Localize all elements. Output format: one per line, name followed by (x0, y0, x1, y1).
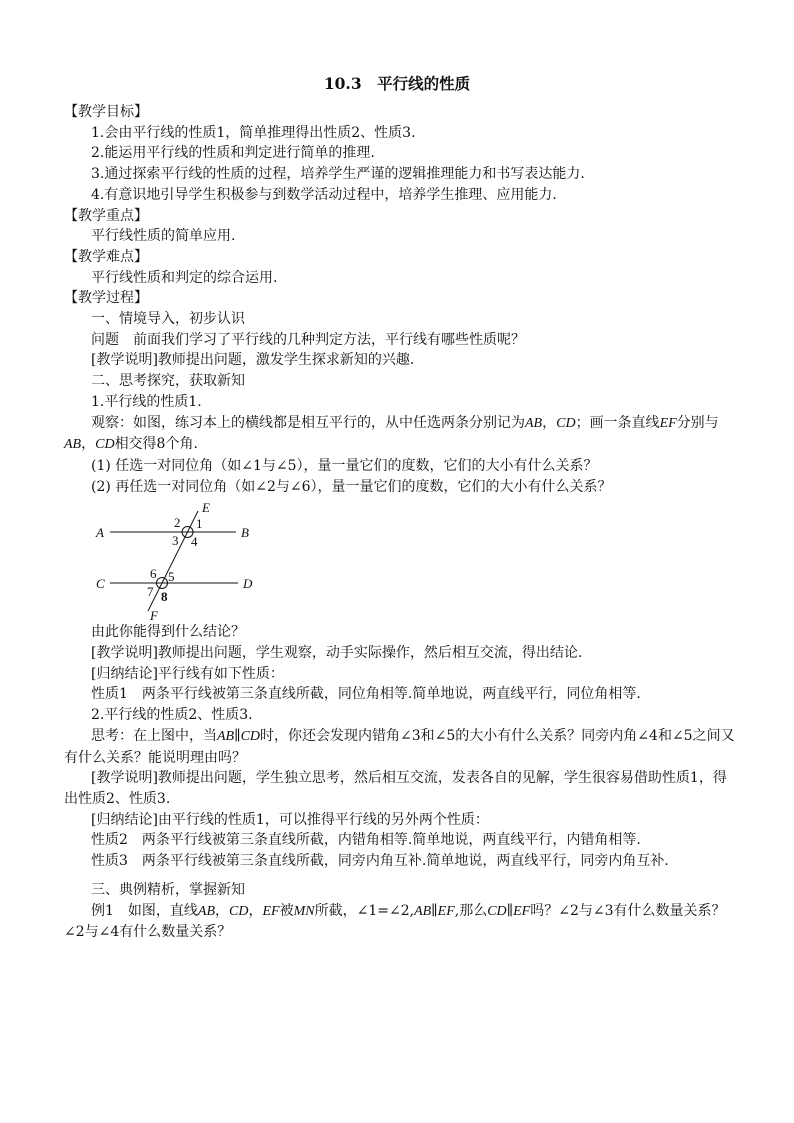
text-run: ， (248, 902, 263, 919)
property: 性质2 两条平行线被第三条直线所截，内错角相等.简单地说，两直线平行，内错角相等. (91, 832, 641, 849)
angle-label: 2 (174, 515, 181, 531)
text-run: ∥ (506, 902, 514, 919)
section-heading: 【教学过程】 (64, 290, 148, 307)
text-run: ,那么 (454, 902, 488, 919)
text-run: ， (215, 902, 230, 919)
text-run: ， (542, 414, 557, 431)
subsection-heading: 2.平行线的性质2、性质3. (91, 707, 253, 724)
math-var: CD (487, 903, 507, 919)
summary: [归纳结论]平行线有如下性质： (91, 665, 284, 682)
summary: [归纳结论]由平行线的性质1，可以推得平行线的另外两个性质： (91, 811, 489, 828)
angle-label: 8 (161, 589, 168, 605)
text-run: 吗？∠2与∠3有什么数量关系？∠2与∠4有什么数量关系？ (64, 902, 726, 941)
math-var: CD (229, 903, 249, 919)
math-var: AB (414, 903, 432, 919)
paragraph: 平行线性质和判定的综合运用. (91, 269, 278, 286)
subsection-heading: 一、情境导入，初步认识 (91, 311, 245, 328)
math-var: CD (556, 415, 576, 431)
page-title: 10.3 平行线的性质 (323, 74, 471, 93)
document-body (64, 102, 736, 943)
point-label-d: D (243, 576, 253, 592)
math-var: EF (513, 903, 531, 919)
goal-item: 3.通过探索平行线的性质的过程，培养学生严谨的逻辑推理能力和书写表达能力. (91, 166, 585, 183)
point-label-c: C (96, 576, 105, 592)
math-var: CD (95, 437, 115, 453)
text-run: 被 (279, 902, 294, 919)
paragraph: 问题 前面我们学习了平行线的几种判定方法，平行线有哪些性质呢？ (91, 331, 525, 348)
teaching-note: [教学说明]教师提出问题，学生独立思考，然后相互交流，发表各自的见解，学生很容易借助性质1，得出性质2、性质3. (64, 770, 727, 807)
text-run: 相交得8个角. (114, 436, 198, 453)
angle-label: 5 (168, 569, 175, 585)
text-run: 分别与 (676, 414, 719, 431)
paragraph (64, 413, 736, 456)
math-var: AB (197, 903, 216, 919)
math-var: MN (293, 903, 315, 919)
angle-label: 6 (150, 566, 157, 582)
angle-label: 3 (172, 533, 179, 549)
math-var: AB (64, 437, 82, 453)
math-var: EF (437, 903, 455, 919)
paragraph: 由此你能得到什么结论？ (91, 624, 245, 641)
figure-svg (88, 499, 258, 622)
subsection-heading: 三、典例精析，掌握新知 (91, 881, 245, 898)
example (64, 901, 736, 943)
math-var: CD (240, 728, 261, 744)
goal-item: 1.会由平行线的性质1，简单推理得出性质2、性质3. (91, 124, 416, 141)
goal-item: 4.有意识地引导学生积极参与到数学活动过程中，培养学生推理、应用能力. (91, 186, 557, 203)
text-run: ， (81, 436, 96, 453)
text-run: 所截，∠1=∠2, (314, 902, 415, 919)
teaching-note: [教学说明]教师提出问题，激发学生探求新知的兴趣. (91, 352, 415, 369)
text-run: 观察：如图，练习本上的横线都是相互平行的，从中任选两条分别记为 (91, 414, 525, 431)
math-var: AB (217, 728, 235, 744)
text-run: 例1 如图，直线 (91, 902, 198, 919)
text-run: ∥ (234, 727, 241, 744)
subsection-heading: 1.平行线的性质1. (91, 393, 202, 410)
subsection-heading: 二、思考探究，获取新知 (91, 373, 245, 390)
section-heading: 【教学目标】 (64, 104, 148, 120)
math-var: AB (525, 415, 543, 431)
text-run: 时，你还会发现内错角∠3和∠5的大小有什么关系？同旁内角∠4和∠5之间又有什么关系？能说明理由吗？ (64, 727, 735, 766)
text-run: ；画一条直线 (575, 414, 660, 431)
property: 性质3 两条平行线被第三条直线所截，同旁内角互补.简单地说，两直线平行，同旁内角互补. (91, 853, 669, 870)
angle-label: 7 (147, 584, 154, 600)
goal-item: 2.能运用平行线的性质和判定进行简单的推理. (91, 145, 375, 162)
point-label-e: E (202, 500, 210, 516)
point-label-f: F (150, 608, 158, 623)
teaching-note: [教学说明]教师提出问题，学生观察，动手实际操作，然后相互交流，得出结论. (91, 645, 583, 662)
parallel-lines-figure (64, 499, 736, 622)
text-run: ∥ (431, 902, 438, 919)
angle-label: 4 (191, 534, 198, 550)
question: (2) 再任选一对同位角（如∠2与∠6），量一量它们的度数，它们的大小有什么关系？ (91, 478, 612, 495)
property: 性质1 两条平行线被第三条直线所截，同位角相等.简单地说，两直线平行，同位角相等. (91, 686, 641, 703)
paragraph (64, 726, 736, 768)
section-heading: 【教学重点】 (64, 207, 148, 224)
point-label-a: A (96, 525, 104, 541)
transversal-ef (148, 511, 198, 611)
section-heading: 【教学难点】 (64, 248, 148, 265)
question: (1) 任选一对同位角（如∠1与∠5），量一量它们的度数，它们的大小有什么关系？ (91, 457, 598, 474)
math-var: EF (659, 415, 677, 431)
math-var: EF (262, 903, 280, 919)
text-run: 思考：在上图中，当 (91, 727, 217, 744)
angle-label: 1 (196, 516, 203, 532)
paragraph: 平行线性质的简单应用. (91, 228, 236, 245)
point-label-b: B (241, 525, 249, 541)
